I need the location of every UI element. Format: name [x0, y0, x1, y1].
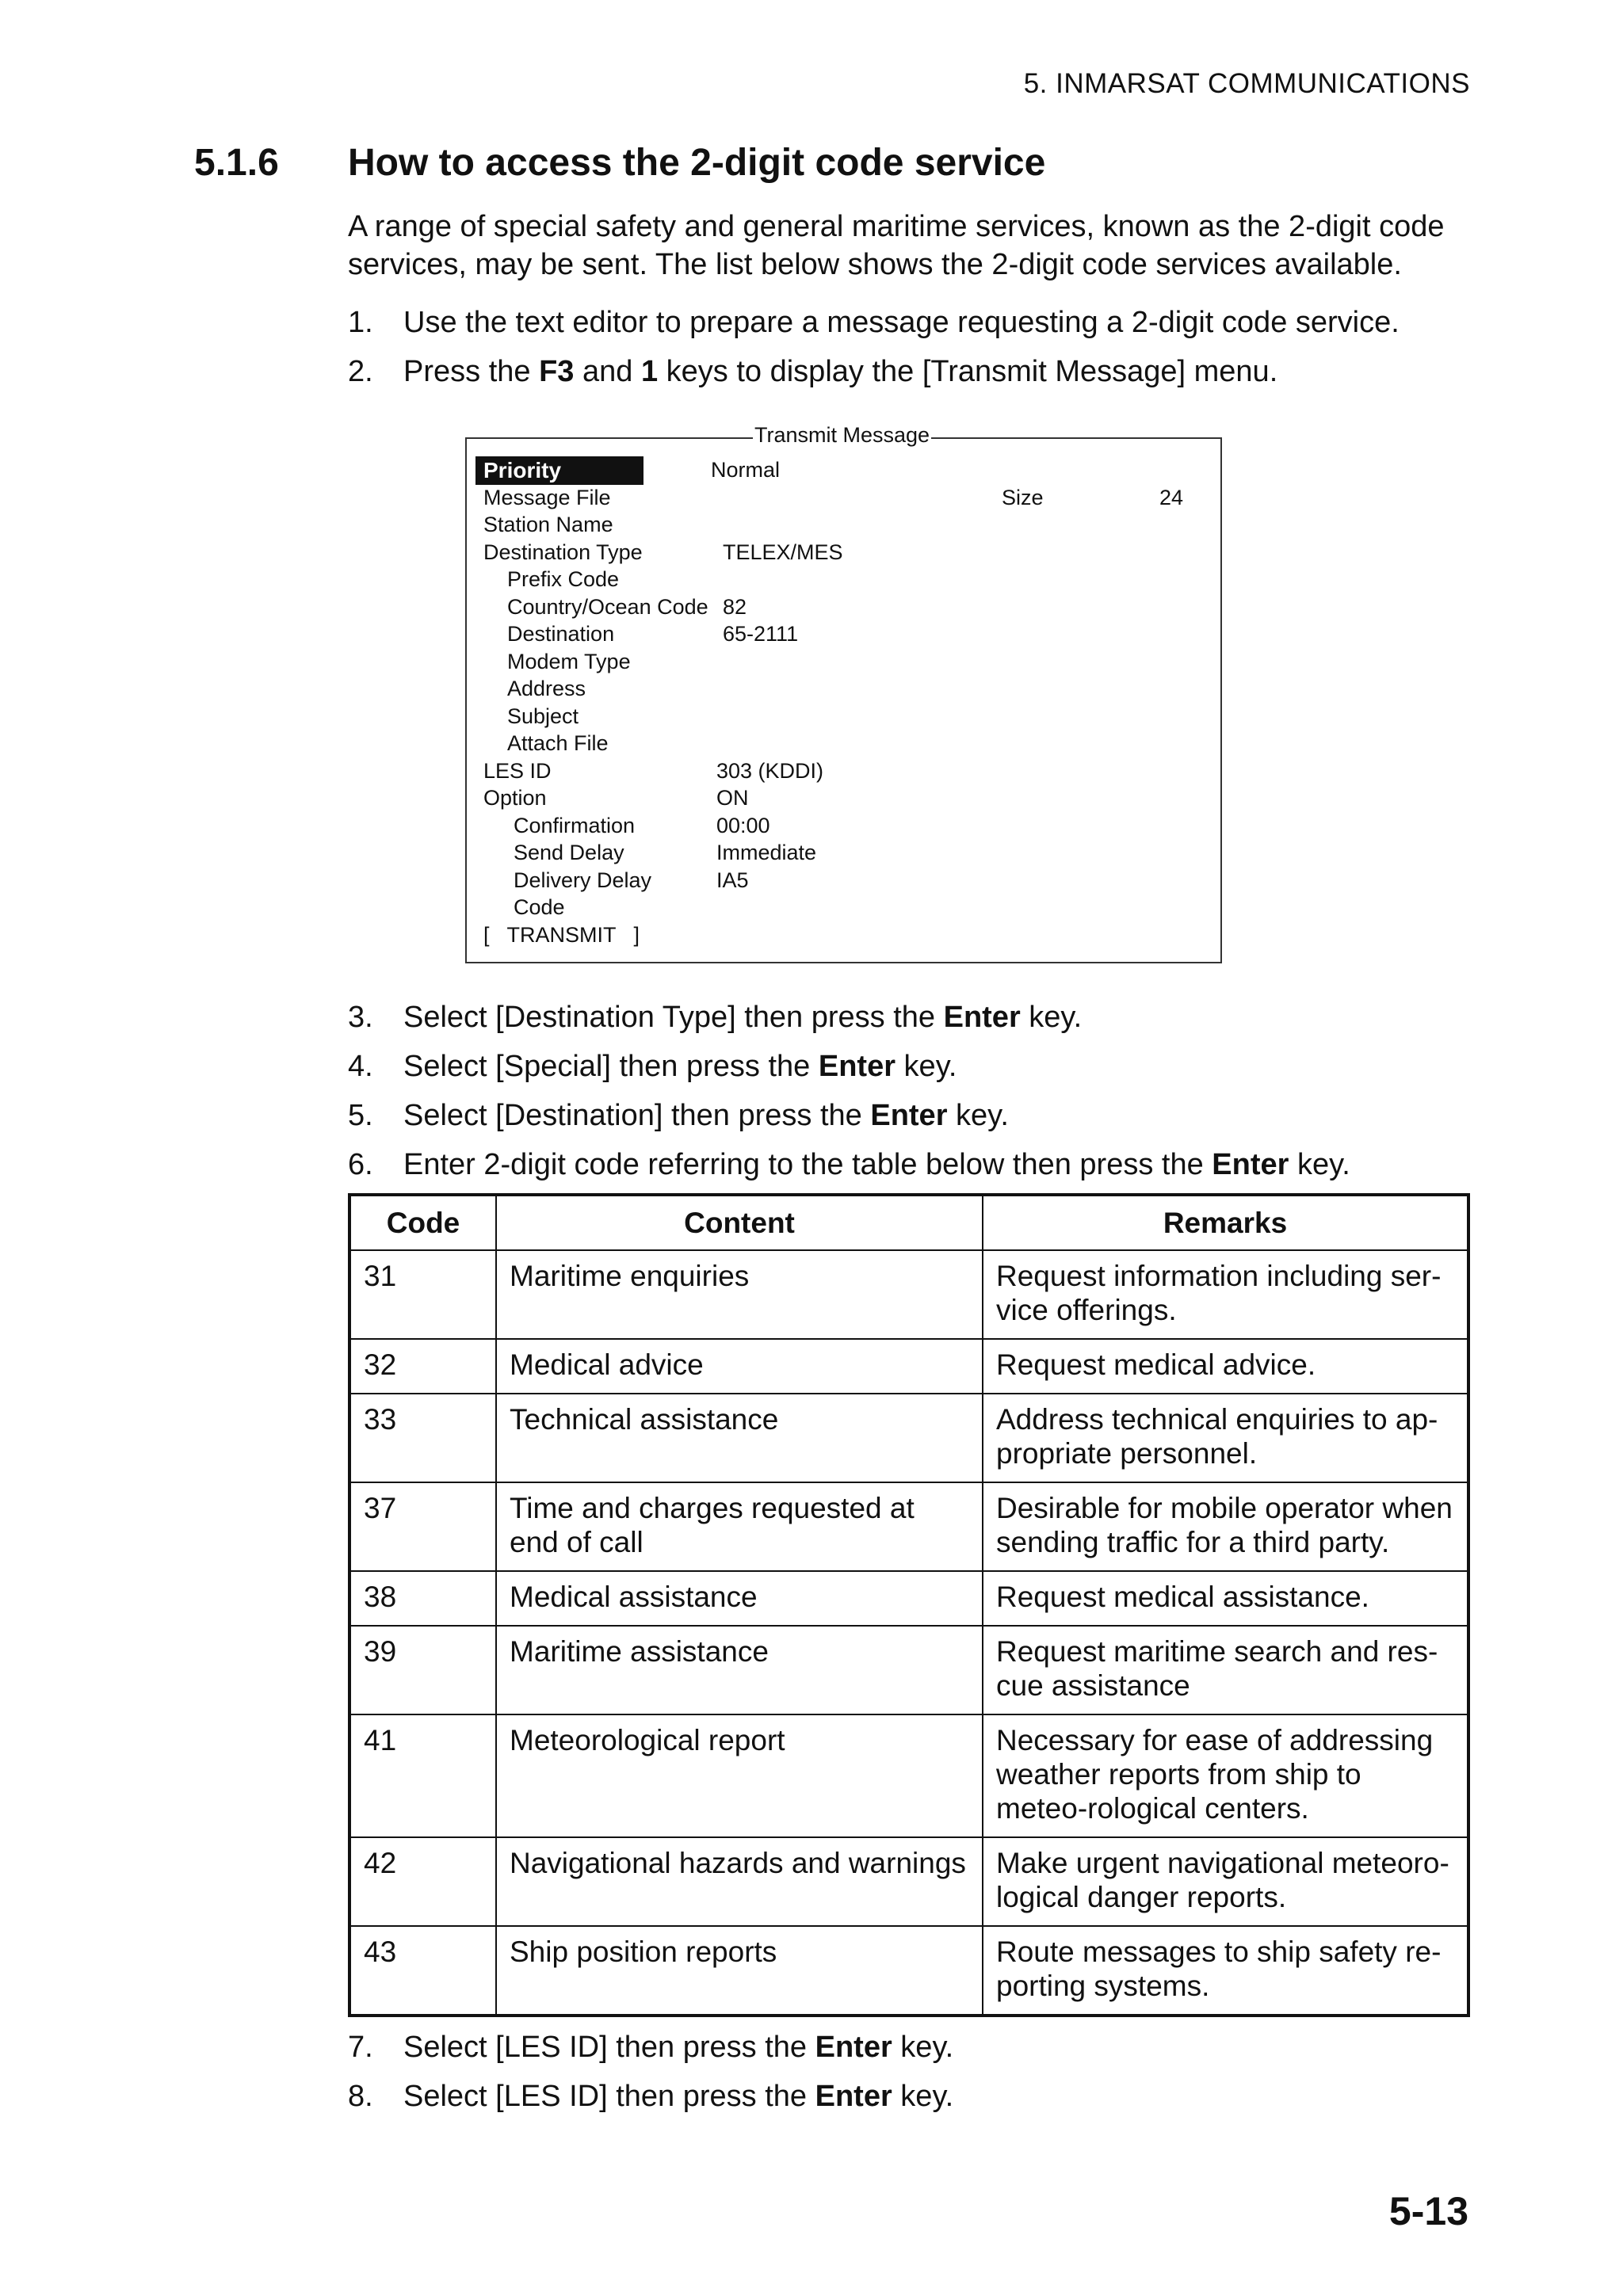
les-id-item[interactable]: LES ID [483, 759, 552, 783]
remarks-cell: Request maritime search and res-cue assistance [983, 1626, 1468, 1714]
station-name-item[interactable]: Station Name [483, 513, 613, 536]
attach-file-item[interactable]: Attach File [507, 731, 609, 755]
step-4: 4. Select [Special] then press the Enter key. [348, 1050, 957, 1083]
transmit-button[interactable]: [ TRANSMIT ] [483, 923, 640, 947]
code-cell: 43 [349, 1926, 496, 2016]
step-5: 5. Select [Destination] then press the Enter key. [348, 1099, 1009, 1132]
remarks-cell: Address technical enquiries to ap-propriate personnel. [983, 1394, 1468, 1482]
destination-type-item[interactable]: Destination Type [483, 540, 643, 564]
les-id-value: 303 (KDDI) [716, 759, 824, 783]
section-number: 5.1.6 [194, 142, 279, 184]
code-cell: 41 [349, 1714, 496, 1837]
step-3: 3. Select [Destination Type] then press the Enter key. [348, 1001, 1083, 1034]
step-1: 1. Use the text editor to prepare a message requesting a 2-digit code service. [348, 306, 1400, 339]
step-8: 8. Select [LES ID] then press the Enter key. [348, 2080, 954, 2113]
remarks-cell: Request medical assistance. [983, 1571, 1468, 1626]
remarks-cell: Make urgent navigational meteoro-logical danger reports. [983, 1837, 1468, 1926]
priority-value: Normal [711, 458, 781, 482]
page-number: 5-13 [1388, 2189, 1468, 2233]
table-row [349, 1250, 1468, 1339]
content-cell: Ship position reports [496, 1926, 983, 2016]
table-header-row [349, 1195, 1468, 1250]
table-row [349, 1926, 1468, 2016]
code-cell: 38 [349, 1571, 496, 1626]
confirmation-value: 00:00 [716, 814, 770, 837]
content-cell: Medical assistance [496, 1571, 983, 1626]
step-2: 2. Press the F3 and 1 keys to display the [Transmit Message] menu. [348, 355, 1278, 388]
destination-type-value: TELEX/MES [723, 540, 843, 564]
country-ocean-code-item[interactable]: Country/Ocean Code [507, 595, 708, 619]
destination-value: 65-2111 [723, 622, 799, 646]
table-row [349, 1339, 1468, 1394]
prefix-code-item[interactable]: Prefix Code [507, 567, 620, 591]
content-cell: Meteorological report [496, 1714, 983, 1837]
code-item[interactable]: Code [514, 895, 565, 919]
content-cell: Maritime assistance [496, 1626, 983, 1714]
delivery-delay-value: IA5 [716, 868, 749, 892]
remarks-cell: Desirable for mobile operator when sending traffic for a third party. [983, 1482, 1468, 1571]
code-cell: 37 [349, 1482, 496, 1571]
column-header-content: Content [496, 1195, 983, 1250]
remarks-cell: Necessary for ease of addressing weather reports from ship to meteo-rological centers. [983, 1714, 1468, 1837]
content-cell: Time and charges requested at end of call [496, 1482, 983, 1571]
delivery-delay-item[interactable]: Delivery Delay [514, 868, 652, 892]
option-value: ON [716, 786, 749, 810]
step-7: 7. Select [LES ID] then press the Enter key. [348, 2031, 954, 2064]
chapter-header: 5. INMARSAT COMMUNICATIONS [1023, 68, 1470, 99]
table-row [349, 1626, 1468, 1714]
column-header-code: Code [349, 1195, 496, 1250]
code-cell: 32 [349, 1339, 496, 1394]
code-cell: 33 [349, 1394, 496, 1482]
content-cell: Medical advice [496, 1339, 983, 1394]
address-item[interactable]: Address [507, 677, 586, 700]
send-delay-item[interactable]: Send Delay [514, 841, 624, 864]
code-cell: 31 [349, 1250, 496, 1339]
table-row [349, 1394, 1468, 1482]
section-title: How to access the 2-digit code service [348, 142, 1046, 184]
destination-item[interactable]: Destination [507, 622, 615, 646]
size-value: 24 [1159, 486, 1184, 509]
remarks-cell: Request information including ser-vice offerings. [983, 1250, 1468, 1339]
confirmation-item[interactable]: Confirmation [514, 814, 636, 837]
priority-menu-item[interactable]: Priority [475, 456, 643, 485]
table-row [349, 1482, 1468, 1571]
size-label: Size [1002, 486, 1044, 509]
subject-item[interactable]: Subject [507, 704, 579, 728]
modem-type-item[interactable]: Modem Type [507, 650, 631, 673]
content-cell: Maritime enquiries [496, 1250, 983, 1339]
remarks-cell: Request medical advice. [983, 1339, 1468, 1394]
option-item[interactable]: Option [483, 786, 547, 810]
table-row [349, 1571, 1468, 1626]
table-row [349, 1837, 1468, 1926]
two-digit-code-table [348, 1193, 1470, 2017]
table-row [349, 1714, 1468, 1837]
section-intro: A range of special safety and general maritime services, known as the 2-digit code services, may be sent. The list below shows the 2-digit code services available. [348, 210, 1445, 281]
remarks-cell: Route messages to ship safety re-porting systems. [983, 1926, 1468, 2016]
send-delay-value: Immediate [716, 841, 817, 864]
country-ocean-code-value: 82 [723, 595, 747, 619]
message-file-item[interactable]: Message File [483, 486, 611, 509]
step-6: 6. Enter 2-digit code referring to the table below then press the Enter key. [348, 1148, 1350, 1181]
content-cell: Technical assistance [496, 1394, 983, 1482]
column-header-remarks: Remarks [983, 1195, 1468, 1250]
screen-title: Transmit Message [754, 423, 930, 447]
code-cell: 39 [349, 1626, 496, 1714]
code-cell: 42 [349, 1837, 496, 1926]
content-cell: Navigational hazards and warnings [496, 1837, 983, 1926]
